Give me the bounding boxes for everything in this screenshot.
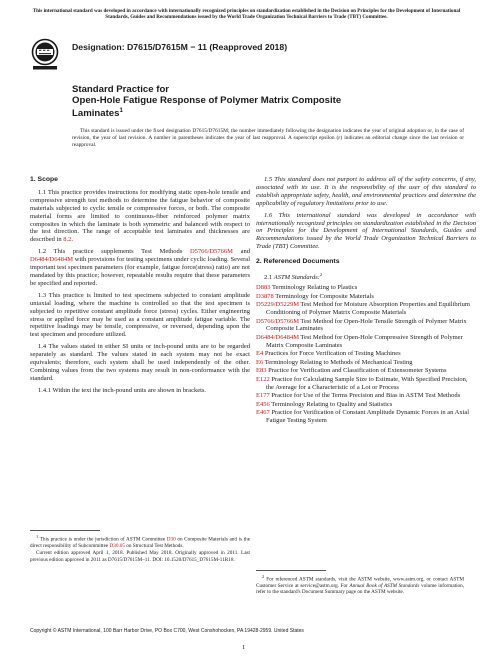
- referenced-standard-item: [256, 367, 476, 375]
- footnote-2-para: [256, 574, 464, 596]
- title-footnote-mark: 1: [119, 108, 123, 115]
- standard-code-link[interactable]: D883: [256, 284, 271, 292]
- subcommittee-d30-05-link[interactable]: D30.05: [109, 543, 125, 550]
- subheading-number: 2.1: [264, 274, 273, 282]
- standard-title: Terminology Relating to Plastics: [271, 284, 358, 292]
- standard-title: Test Method for Open-Hole Tensile Strength of Polymer Matrix Composite Laminates: [266, 317, 467, 333]
- document-title: [72, 84, 452, 120]
- para-1-4: 1.4 The values stated in either SI units or inch-pound units are to be regarded separately as standard. The values stated in each system may not be exact equivalents; therefore, each system shall be used independently of the other. Combining values from the two systems may result in non-conformance with the standard.: [30, 343, 250, 382]
- footnote-1-text-a: This practice is under the jurisdiction of ASTM Committee: [39, 536, 166, 543]
- ref-link-8-2[interactable]: 8.2: [63, 236, 72, 244]
- section-2-heading: 2. Referenced Documents: [256, 258, 340, 266]
- standard-title: Terminology Relating to Methods of Mechanical Testing: [264, 358, 413, 366]
- standard-code-link[interactable]: D5766/D5766M: [256, 317, 299, 325]
- referenced-standard-item: [256, 401, 476, 409]
- referenced-standard-item: [256, 409, 476, 425]
- page-number: 1: [242, 644, 246, 651]
- standard-code-link[interactable]: E83: [256, 367, 267, 375]
- standard-code-link[interactable]: E6: [256, 358, 264, 366]
- referenced-standard-item: [256, 301, 476, 317]
- tbt-banner: This international standard was developed in accordance with internationally recognized principles on standardization established in the Decision on Principles for the Development of International Standards, Guides and Recommendations issued by the World Trade Organization Technical Barriers to Trade (TBT) Committee.: [32, 8, 461, 21]
- standard-title: Practice for Calculating Sample Size to Estimate, With Specified Precision, the Average for a Characteristic of a Lot or Process: [266, 375, 468, 391]
- referenced-standard-item: [256, 293, 476, 301]
- para-1-6: 1.6 This international standard was developed in accordance with internationally recognized principles on standardization established in the Decision on Principles for the Development of International Standards, Guides and Recommendations issued by the World Trade Organization Technical Barriers to Trade (TBT) Committee.: [256, 211, 476, 251]
- footnote-2: [256, 574, 464, 597]
- ref-link-d6484[interactable]: D6484/D6484M: [30, 256, 73, 264]
- title-line-3-text: Laminates: [72, 108, 120, 120]
- standard-code-link[interactable]: D3878: [256, 292, 274, 300]
- footnote-1-para-1: [30, 534, 250, 549]
- subheading-footnote-mark: 2: [319, 272, 323, 278]
- subheading-text: ASTM Standards:: [273, 274, 320, 282]
- astm-international-logo: [30, 38, 60, 72]
- footnote-1-text-c: on Structural Test Methods.: [126, 543, 184, 550]
- standard-title: Test Method for Moisture Absorption Properties and Equilibrium Conditioning of Polymer Matrix Composite Materials: [266, 301, 470, 317]
- standard-code-link[interactable]: E177: [256, 392, 270, 400]
- standard-code-link[interactable]: E456: [256, 400, 270, 408]
- footnote-2-mark: 2: [262, 574, 265, 579]
- footnote-2-italic: Annual Book of ASTM Standards: [349, 583, 420, 590]
- standard-title: Practice for Verification of Constant Amplitude Dynamic Forces in an Axial Fatigue Testing System: [266, 409, 470, 425]
- designation-notice: This standard is issued under the fixed designation D7615/D7615M; the number immediately following the designation indicates the year of original adoption or, in the case of revision, the year of last revision. A number in parentheses indicates the year of last reapproval. A superscript epsilon (ε) indicates an editorial change since the last revision or reapproval.: [72, 128, 464, 148]
- standard-title: Terminology Relating to Quality and Statistics: [271, 400, 393, 408]
- referenced-standard-item: [256, 334, 476, 350]
- footnote-rule-left: [30, 530, 100, 531]
- para-1-1-end: .: [71, 236, 73, 244]
- right-column: [256, 176, 476, 426]
- standard-title: Test Method for Open-Hole Compressive Strength of Polymer Matrix Composite Laminates: [266, 333, 463, 349]
- standard-title: Terminology for Composite Materials: [275, 292, 374, 300]
- title-line-2: Open-Hole Fatigue Response of Polymer Matrix Composite: [72, 95, 342, 107]
- section-1-heading: 1. Scope: [30, 176, 58, 183]
- para-1-4-1: 1.4.1 Within the text the inch-pound units are shown in brackets.: [38, 386, 207, 394]
- ref-link-d5766[interactable]: D5766/D5766M: [189, 248, 233, 256]
- para-1-2: [30, 248, 250, 288]
- footnote-1-text-b: on Composite Materials and is the direct responsibility of Subcommittee: [30, 536, 251, 550]
- para-1-5: 1.5 This standard does not purport to address all of the safety concerns, if any, associated with its use. It is the responsibility of the user of this standard to establish appropriate safety, health, and environmental practices and determine the applicability of regulatory limitations prior to use.: [256, 176, 476, 207]
- standard-title: Practice for Use of the Terms Precision and Bias in ASTM Test Methods: [271, 392, 461, 400]
- title-line-3: [72, 106, 452, 119]
- footnote-1-mark: 1: [36, 534, 39, 539]
- standard-code-link[interactable]: E4: [256, 350, 264, 358]
- para-1-2-b: and: [240, 248, 251, 256]
- standard-title: Practices for Force Verification of Testing Machines: [264, 350, 401, 358]
- referenced-standard-item: [256, 376, 476, 392]
- footnote-2-text-a: For referenced ASTM standards, visit the ASTM website, www.astm.org, or contact ASTM Customer Service at service@astm.org. For: [256, 576, 464, 590]
- standard-code-link[interactable]: D5229/D5229M: [256, 301, 299, 309]
- left-column: [30, 176, 250, 399]
- astm-standards-subheading: [264, 271, 476, 282]
- referenced-standard-item: [256, 359, 476, 367]
- footnote-2-text-b: volume information, refer to the standard's Document Summary page on the ASTM website.: [256, 583, 464, 596]
- referenced-standard-item: [256, 284, 476, 292]
- footnote-1-para-2: Current edition approved April 1, 2018. Published May 2018. Originally approved in 2011. Last previous edition approved in 2011 as D7615/D7615M–11. DOI: 10.1520/D7615_D7615M-11R18.: [30, 550, 250, 563]
- para-1-2-c: with provisions for testing specimens under cyclic loading. Several important test specimen parameters (for example, fatigue force(stress) ratio) are not mandated by this practice; however, repeatable results require that these parameters be specified and reported.: [30, 256, 250, 287]
- referenced-standard-item: [256, 392, 476, 400]
- designation-heading: Designation: D7615/D7615M − 11 (Reapproved 2018): [72, 42, 288, 52]
- para-1-3: 1.3 This practice is limited to test specimens subjected to constant amplitude uniaxial loading, where the machine is controlled so that the test specimen is subjected to repetitive constant amplitude force (stress) cycles. Either engineering stress or applied force may be used as a constant amplitude fatigue variable. The repetitive loadings may be tensile, compressive, or reversed, depending upon the test specimen and procedure utilized.: [30, 291, 250, 339]
- standard-code-link[interactable]: E467: [256, 409, 270, 417]
- standard-code-link[interactable]: D6484/D6484M: [256, 333, 299, 341]
- para-1-1-text: 1.1 This practice provides instructions for modifying static open-hole tensile and compressive strength test methods to determine the fatigue behavior of composite materials subjected to cyclic tensile or compressive forces, or both. The composite material forms are limited to continuous-fiber reinforced polymer matrix composites in which the laminate is both symmetric and balanced with respect to the test direction. The range of acceptable test laminates and thicknesses are described in: [30, 188, 250, 244]
- standard-title: Practice for Verification and Classification of Extensometer Systems: [268, 367, 447, 375]
- title-line-1: Standard Practice for: [72, 84, 170, 95]
- para-1-1: [30, 189, 250, 244]
- referenced-standards-list: [256, 284, 476, 425]
- committee-d30-link[interactable]: D30: [166, 536, 176, 543]
- para-1-2-a: 1.2 This practice supplements Test Methods: [38, 248, 183, 256]
- footnote-rule-right: [256, 570, 326, 571]
- footnote-1: [30, 534, 250, 564]
- standard-code-link[interactable]: E122: [256, 375, 270, 383]
- referenced-standard-item: [256, 318, 476, 334]
- copyright-footer: Copyright © ASTM International, 100 Barr Harbor Drive, PO Box C700, West Conshohocken, PA 19428-2959. United States: [30, 628, 304, 634]
- referenced-standard-item: [256, 350, 476, 358]
